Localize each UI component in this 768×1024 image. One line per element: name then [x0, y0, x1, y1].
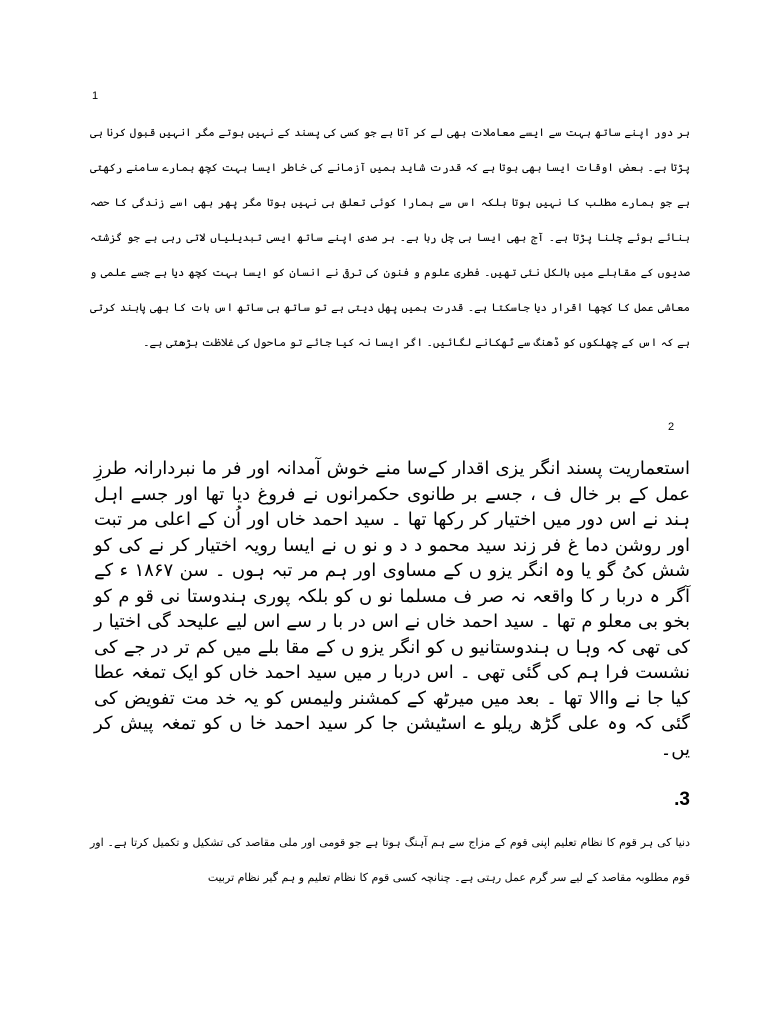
section-1-paragraph: ہر دور اپنے ساتھ بہت سے ایسے معاملات بھی لے کر آتا ہے جو کسی کی پسند کے نہیں ہوتے مگر انہیں قبول کرنا ہی پڑتا ہے۔ بعض اوقات ایسا بھی ہوتا ہے کہ قدرت شاید ہمیں آزمانے کی خاطر ایسا بہت کچھ ہمارے سامنے رکھتی ہے جو ہمارے مطلب کا نہیں ہوتا بلکہ اس سے ہمارا کوئی تعلق ہی نہیں ہوتا مگر پھر بھی اسے زندگی کا حصہ بنائے ہوئے چلنا پڑتا ہے۔ آج بھی ایسا ہی چل رہا ہے۔ ہر صدی اپنے ساتھ ایسی تبدیلیاں لاتی رہی ہے جو گزشتہ صدیوں کے مقابلے میں بالکل نئی تھیں۔ فطری علوم و فنون کی ترقی نے انسان کو ایسا بہت کچھ دیا ہے جسے علمی و معاشی عمل کا کچھا اقرار دیا جاسکتا ہے۔ قدرت ہمیں پھل دیتی ہے تو ساتھ ہی ساتھ اس بات کا بھی پابند کرتی ہے کہ اس کے چھلکوں کو ڈھنگ سے ٹھکانے لگائیں۔ اگر ایسا نہ کیا جائے تو ماحول کی غلاظت بڑھتی ہے۔	[90, 126, 690, 349]
section-number-1: 1	[92, 90, 99, 102]
section-number-3: .3	[674, 789, 690, 810]
section-3-paragraph: دنیا کی ہر قوم کا نظام تعلیم اپنی قوم کے مزاج سے ہم آہنگ ہوتا ہے جو قومی اور ملی مقاصد کی تشکیل و تکمیل کرتا ہے۔ اور قوم مطلوبہ مقاصد کے لیے سر گرم عمل رہتی ہے۔ چنانچہ کسی قوم کا نظام تعلیم و ہم گیر نظام تربیت	[90, 836, 690, 884]
section-number-2: 2	[668, 421, 675, 433]
section-2-paragraph: استعماریت پسند انگر یزی اقدار کےسا منے خوش آمدانہ اور فر ما نبردارانہ طرزِ عمل کے بر خال ف ، جسے بر طانوی حکمرانوں نے فروغ دیا تھا اور جسے اہل ہند نے اس دور میں اختیار کر رکھا تھا ۔ سید احمد خاں اور اُن کے اعلی مر تبت اور روشن دما غ فر زند سید محمو د د و نو ں نے ایسا رویہ اختیار کر نے کی کو شش کیُ گو یا وہ انگر یزو ں کے مساوی اور ہم مر تبہ ہوں ۔ سن ۱۸۶۷ ء کے آگر ہ دربا ر کا واقعہ نہ صر ف مسلما نو ں کو بلکہ پوری ہندوستا نی قو م کو بخو بی معلو م تھا ۔ سید احمد خاں نے اس در با ر سے اس لیے علیحد گی اختیا ر کی تھی کہ وہا ں ہندوستانیو ں کو انگر یزو ں کے مقا بلے میں کم تر در جے کی نشست فرا ہم کی گئی تھی ۔ اس دربا ر میں سید احمد خاں کو ایک تمغہ عطا کیا جا نے واالا تھا ۔ بعد میں میرٹھ کے کمشنر ولیمس کو یہ خد مت تفویض کی گئی کہ وہ علی گڑھ ریلو ے اسٹیشن جا کر سید احمد خا ں کو تمغہ پیش کر یں۔	[94, 458, 690, 760]
